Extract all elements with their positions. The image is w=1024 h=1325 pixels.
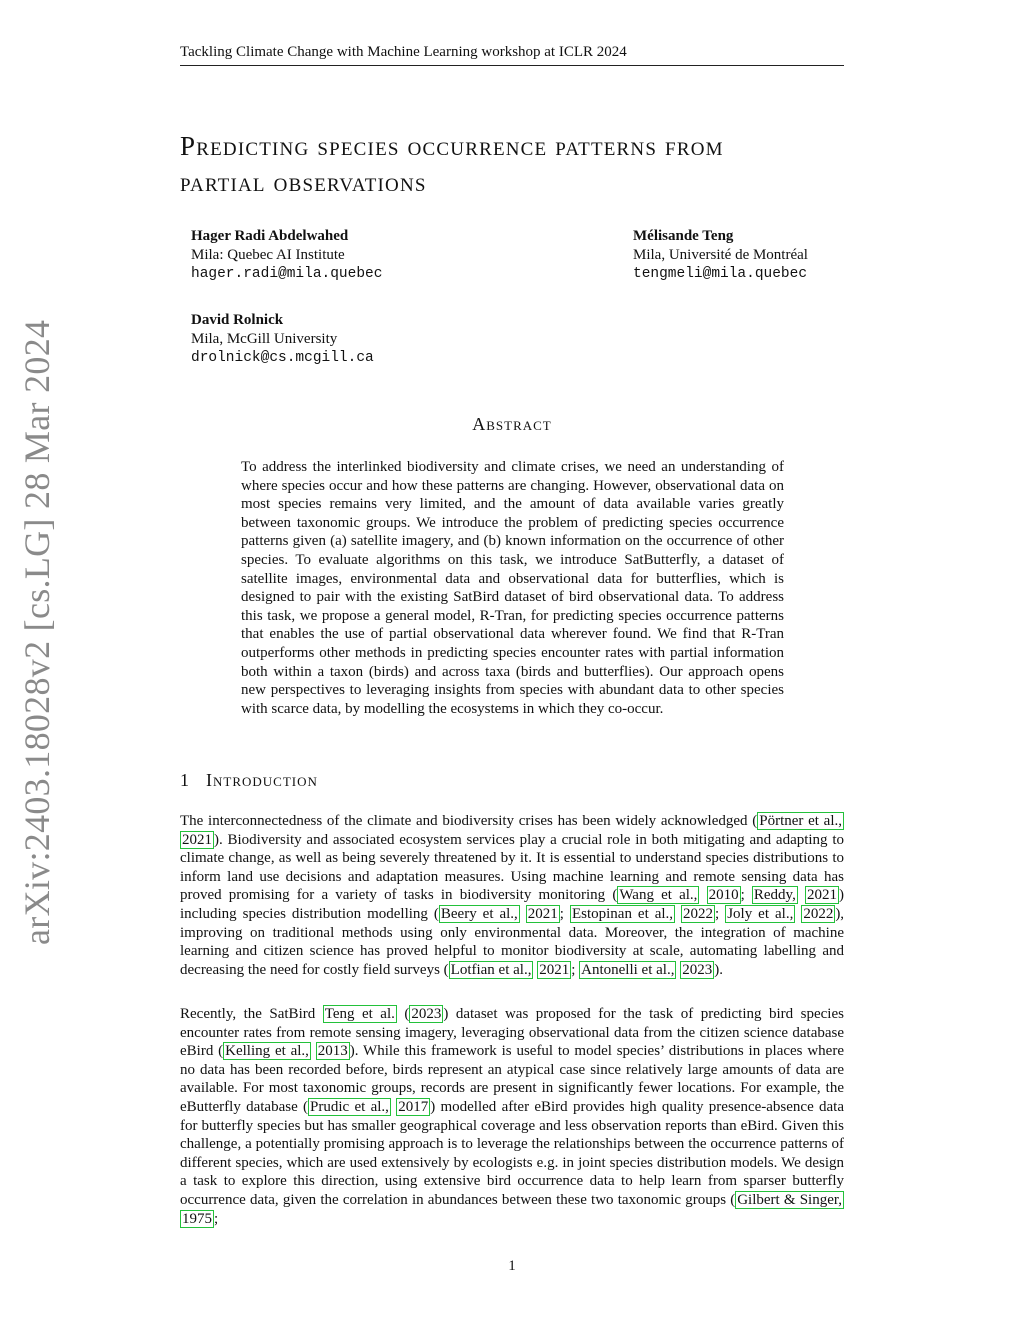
paragraph-text: The interconnectedness of the climate and biodiversity crises has been widely acknowledged (	[180, 813, 758, 829]
intro-paragraph-1	[180, 812, 844, 979]
citation-link[interactable]: 2023	[682, 961, 713, 978]
citation-link[interactable]: 2013	[317, 1043, 348, 1060]
page-number: 1	[508, 1258, 516, 1274]
paragraph-text: ;	[559, 905, 570, 922]
citation-link[interactable]: Beery et al.,	[440, 905, 518, 922]
abstract-text: To address the interlinked biodiversity and climate crises, we need an understanding of where species occur and how these patterns are changing. However, observational data on most species remains very limited, and the amount of data available varies greatly between taxonomic groups. We introduce the problem of predicting species occurrence patterns given (a) satellite imagery, and (b) known information on the occurrence of other species. To evaluate algorithms on this task, we introduce SatButterfly, a dataset of satellite images, environmental data and observational data for butterflies, which is designed to pair with the existing SatBird dataset of bird observational data. To address this task, we propose a general model, R-Tran, for predicting species occurrence patterns that enables the use of partial observational data wherever found. We find that R-Tran outperforms other methods in predicting species encounter rates with partial information both within a taxon (birds) and across taxa (birds and butterflies). Our approach opens new perspectives to leveraging insights from species with abundant data to other species with scarce data, by modelling the ecosystems in which they co-occur.	[241, 459, 784, 717]
paragraph-text	[699, 887, 706, 903]
citation-link[interactable]: 2021	[182, 831, 212, 848]
citation-link[interactable]: 2021	[539, 961, 570, 978]
citation-link[interactable]: Kelling et al.,	[225, 1043, 309, 1060]
section-heading-introduction	[180, 770, 318, 791]
citation-link[interactable]: Antonelli et al.,	[581, 961, 675, 978]
paragraph-text	[798, 887, 805, 903]
author-email[interactable]: hager.radi@mila.quebec	[191, 266, 383, 282]
citation-link[interactable]: Joly et al.,	[727, 905, 794, 922]
citation-link[interactable]: 2021	[807, 887, 837, 904]
paragraph-text: ). Biodiversity and associated ecosystem services play a crucial role in both mitigating and adapting to climate change, as well as being severely threatened by it. It is essential to understand species distributions to inform land use decisions and adaptation measures. Using machine learning and remote sensing data has proved promising for a variety of tasks in biodiversity monitoring (	[180, 831, 844, 904]
author-name: David Rolnick	[191, 312, 284, 328]
author-block-1	[191, 227, 382, 284]
citation-link[interactable]: 2022	[683, 905, 714, 922]
citation-link[interactable]: Estopinan et al.,	[571, 905, 674, 922]
author-email[interactable]: tengmeli@mila.quebec	[633, 266, 808, 282]
citation-link[interactable]: Lotfian et al.,	[450, 961, 532, 978]
citation-link[interactable]: Gilbert & Singer,	[737, 1191, 843, 1208]
paragraph-text: ;	[715, 905, 726, 922]
paragraph-text: ) including species distribution modelling (	[180, 887, 844, 922]
title-line-2: partial observations	[180, 167, 427, 197]
paragraph-text: ), improving on traditional methods using only environmental data. Moreover, the integration of machine learning and citizen science has proved helpful to monitor biodiversity at scale, automating labelling and decreasing the need for costly field surveys (	[180, 905, 845, 978]
citation-link[interactable]: 2021	[527, 905, 558, 922]
citation-link[interactable]: Reddy,	[753, 887, 796, 904]
citation-link[interactable]: Teng et al.	[324, 1006, 395, 1022]
section-title: Introduction	[206, 770, 318, 790]
author-block-2	[633, 227, 808, 284]
citation-link[interactable]: Prudic et al.,	[310, 1098, 389, 1115]
author-affiliation: Mila, Université de Montréal	[633, 247, 808, 263]
paragraph-text: (	[396, 1006, 410, 1022]
citation-link[interactable]: Wang et al.,	[619, 887, 698, 904]
citation-link[interactable]: 2017	[398, 1098, 429, 1115]
paper-title	[180, 128, 844, 200]
paragraph-text	[520, 906, 526, 922]
author-affiliation: Mila: Quebec AI Institute	[191, 247, 345, 263]
running-header: Tackling Climate Change with Machine Learning workshop at ICLR 2024	[180, 44, 844, 66]
paragraph-text: ).	[714, 961, 723, 978]
abstract-heading: Abstract	[472, 414, 552, 434]
paragraph-text: ). While this framework is useful to model species’ distributions in places where no data has been recorded before, birds represent an atypical case since relatively large amounts of data are available. For most taxonomic groups, records are present in significantly fewer locations. For example, the eButterfly database (	[180, 1043, 844, 1115]
paragraph-text: ;	[214, 1210, 219, 1227]
citation-link[interactable]: 2023	[411, 1006, 442, 1022]
section-number: 1	[180, 770, 190, 790]
paragraph-text: Recently, the SatBird	[180, 1006, 323, 1022]
author-name: Hager Radi Abdelwahed	[191, 228, 349, 244]
author-affiliation: Mila, McGill University	[191, 331, 338, 347]
paragraph-text: ) dataset was proposed for the task of predicting bird species encounter rates from remote sensing imagery, leveraging observational data from the citizen science database eBird (	[180, 1006, 844, 1060]
paragraph-text: ;	[740, 887, 752, 904]
paragraph-text: ;	[571, 961, 580, 978]
title-line-1: Predicting species occurrence patterns from	[180, 131, 724, 161]
citation-link[interactable]: Pörtner et al.,	[759, 813, 842, 829]
arxiv-identifier[interactable]: arXiv:2403.18028v2 [cs.LG] 28 Mar 2024	[17, 319, 57, 945]
citation-link[interactable]: 2022	[803, 905, 834, 922]
author-email[interactable]: drolnick@cs.mcgill.ca	[191, 350, 374, 366]
author-block-3	[191, 311, 374, 368]
paragraph-text: ) modelled after eBird provides high quality presence-absence data for butterfly species but has smaller geographical coverage and less observation reports than eBird. Given this challenge, a potentially promising approach is to leverage the relationships between the occurrence patterns of different species, which are used extensively by ecologists e.g. in joint species distribution models. We design a task to explore this direction, using extensive bird occurrence data to help learn from sparser butterfly occurrence data, given the correlation in abundances between these two taxonomic groups (	[180, 1098, 844, 1208]
intro-paragraph-2	[180, 1005, 844, 1228]
author-name: Mélisande Teng	[633, 228, 734, 244]
citation-link[interactable]: 2010	[708, 887, 739, 904]
citation-link[interactable]: 1975	[182, 1210, 212, 1227]
